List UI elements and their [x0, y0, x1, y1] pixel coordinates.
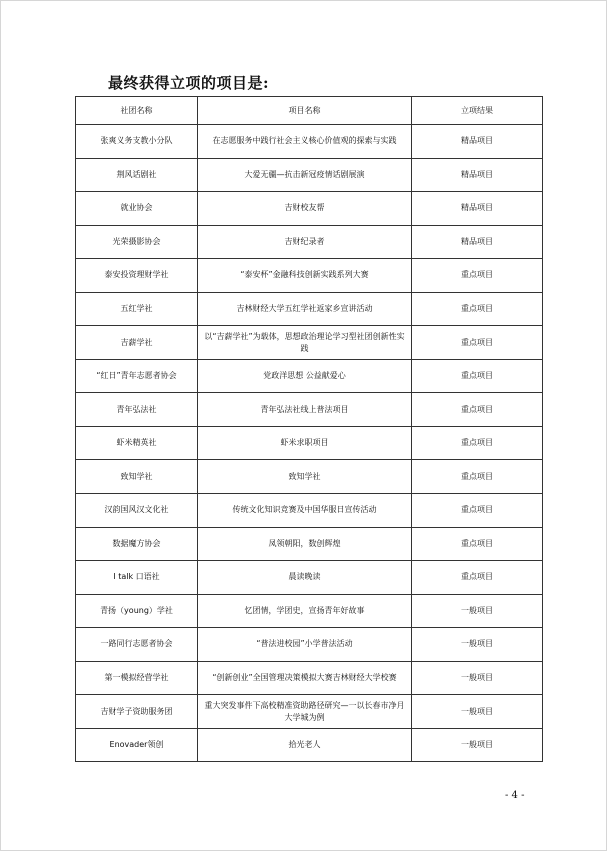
club-name-cell: 青年弘法社	[76, 393, 198, 427]
result-cell: 精品项目	[412, 158, 543, 192]
project-name-cell: 吉林财经大学五红学社返家乡宣讲活动	[198, 292, 412, 326]
result-cell: 精品项目	[412, 192, 543, 226]
result-cell: 重点项目	[412, 393, 543, 427]
table-row	[76, 225, 543, 259]
table-row	[76, 426, 543, 460]
result-cell: 重点项目	[412, 292, 543, 326]
table-row	[76, 695, 543, 729]
club-name-cell: Enovader领创	[76, 728, 198, 762]
project-name-cell: 拾光老人	[198, 728, 412, 762]
table-row	[76, 728, 543, 762]
table-row	[76, 192, 543, 226]
club-name-cell: 就业协会	[76, 192, 198, 226]
club-name-cell: 第一模拟经营学社	[76, 661, 198, 695]
club-name-cell: 张爽义务支教小分队	[76, 125, 198, 159]
project-name-cell: 青年弘法社线上普法项目	[198, 393, 412, 427]
table-row	[76, 359, 543, 393]
table-row	[76, 259, 543, 293]
club-name-cell: 致知学社	[76, 460, 198, 494]
club-name-cell: I talk 口语社	[76, 561, 198, 595]
project-name-cell: 吉财校友帮	[198, 192, 412, 226]
result-cell: 重点项目	[412, 259, 543, 293]
table-header-row	[76, 97, 543, 125]
table-row	[76, 460, 543, 494]
page-number: - 4 -	[505, 790, 525, 801]
club-name-cell: 一路同行志愿者协会	[76, 628, 198, 662]
project-name-cell: “普法进校园”小学普法活动	[198, 628, 412, 662]
result-cell: 重点项目	[412, 494, 543, 528]
club-name-cell: “红日”青年志愿者协会	[76, 359, 198, 393]
result-cell: 一般项目	[412, 661, 543, 695]
club-name-cell: 汉韵国风汉文化社	[76, 494, 198, 528]
result-cell: 重点项目	[412, 426, 543, 460]
club-name-cell: 泰安投资理财学社	[76, 259, 198, 293]
table-row	[76, 158, 543, 192]
table-row	[76, 594, 543, 628]
header-club-name: 社团名称	[76, 97, 198, 125]
club-name-cell: 青扬（young）学社	[76, 594, 198, 628]
club-name-cell: 数据魔方协会	[76, 527, 198, 561]
table-row	[76, 125, 543, 159]
table-row	[76, 561, 543, 595]
page-heading: 最终获得立项的项目是:	[108, 74, 270, 92]
club-name-cell: 虾米精英社	[76, 426, 198, 460]
project-name-cell: 凤领朝阳，数创辉煌	[198, 527, 412, 561]
result-cell: 重点项目	[412, 460, 543, 494]
result-cell: 重点项目	[412, 561, 543, 595]
header-project-name: 项目名称	[198, 97, 412, 125]
club-name-cell: 荆风话剧社	[76, 158, 198, 192]
club-name-cell: 吉薪学社	[76, 326, 198, 360]
project-name-cell: 忆团情，学团史，宣扬青年好故事	[198, 594, 412, 628]
result-cell: 一般项目	[412, 728, 543, 762]
result-cell: 一般项目	[412, 594, 543, 628]
result-cell: 重点项目	[412, 359, 543, 393]
project-name-cell: 传统文化知识竞赛及中国华服日宣传活动	[198, 494, 412, 528]
club-name-cell: 光荣摄影协会	[76, 225, 198, 259]
header-result: 立项结果	[412, 97, 543, 125]
table-row	[76, 494, 543, 528]
project-name-cell: 大爱无疆—抗击新冠疫情话剧展演	[198, 158, 412, 192]
club-name-cell: 五红学社	[76, 292, 198, 326]
result-cell: 一般项目	[412, 628, 543, 662]
project-name-cell: 在志愿服务中践行社会主义核心价值观的探索与实践	[198, 125, 412, 159]
result-cell: 重点项目	[412, 326, 543, 360]
project-name-cell: 晨读晚读	[198, 561, 412, 595]
project-table	[75, 96, 543, 762]
project-name-cell: 致知学社	[198, 460, 412, 494]
club-name-cell: 吉财学子资助服务团	[76, 695, 198, 729]
result-cell: 重点项目	[412, 527, 543, 561]
result-cell: 精品项目	[412, 125, 543, 159]
project-name-cell: 以“吉薪学社”为载体，思想政治理论学习型社团创新性实践	[198, 326, 412, 360]
table-row	[76, 628, 543, 662]
project-name-cell: 虾米求职项目	[198, 426, 412, 460]
project-name-cell: 党政洋思想 公益献爱心	[198, 359, 412, 393]
table-row	[76, 393, 543, 427]
project-name-cell: “创新创业”全国管理决策模拟大赛吉林财经大学校赛	[198, 661, 412, 695]
project-name-cell: “泰安杯”金融科技创新实践系列大赛	[198, 259, 412, 293]
project-name-cell: 吉财纪录者	[198, 225, 412, 259]
result-cell: 精品项目	[412, 225, 543, 259]
table-row	[76, 326, 543, 360]
table-row	[76, 292, 543, 326]
project-name-cell: 重大突发事件下高校精准资助路径研究—一以长春市净月大学城为例	[198, 695, 412, 729]
table-row	[76, 661, 543, 695]
table-row	[76, 527, 543, 561]
result-cell: 一般项目	[412, 695, 543, 729]
